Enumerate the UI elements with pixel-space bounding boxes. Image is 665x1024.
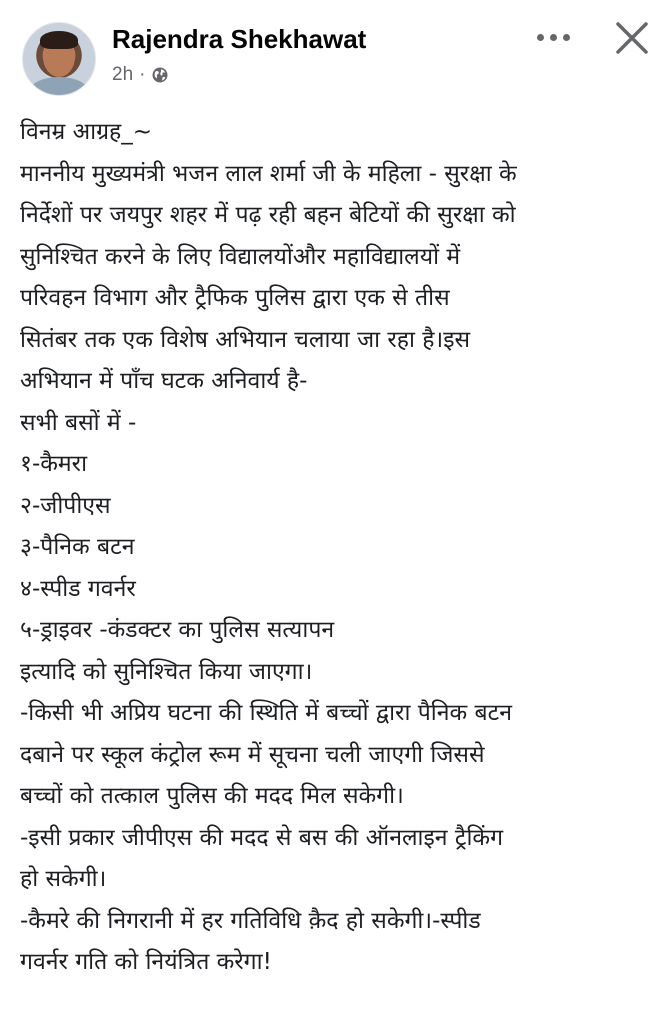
post-line: निर्देशों पर जयपुर शहर में पढ़ रही बहन बेटियों की सुरक्षा को bbox=[20, 202, 516, 228]
more-options-button[interactable] bbox=[530, 22, 576, 52]
post-time[interactable]: 2h bbox=[112, 64, 134, 85]
post-line: ५-ड्राइवर -कंडक्टर का पुलिस सत्यापन bbox=[20, 617, 335, 643]
post-line: -किसी भी अप्रिय घटना की स्थिति में बच्चों द्वारा पैनिक बटन bbox=[20, 700, 512, 726]
post-line: अभियान में पाँच घटक अनिवार्य है- bbox=[20, 368, 308, 394]
post-line: -कैमरे की निगरानी में हर गतिविधि क़ैद हो सकेगी।-स्पीड bbox=[20, 907, 481, 934]
close-icon bbox=[612, 18, 652, 58]
post-line: सुनिश्चित करने के लिए विद्यालयोंऔर महाविद्यालयों में bbox=[20, 243, 461, 270]
avatar[interactable] bbox=[22, 22, 96, 96]
post-line: इत्यादि को सुनिश्चित किया जाएगा। bbox=[20, 658, 313, 685]
post-line: विनम्र आग्रह_~ bbox=[20, 119, 153, 145]
post-line: ४-स्पीड गवर्नर bbox=[20, 575, 136, 602]
post-meta bbox=[112, 64, 169, 86]
post-line: २-जीपीएस bbox=[20, 492, 111, 519]
post-line: सभी बसों में - bbox=[20, 409, 137, 436]
post-line: १-कैमरा bbox=[20, 451, 88, 477]
post-line: परिवहन विभाग और ट्रैफिक पुलिस द्वारा एक से तीस bbox=[20, 285, 450, 311]
post-line: -इसी प्रकार जीपीएस की मदद से बस की ऑनलाइन ट्रैकिंग bbox=[20, 824, 504, 851]
more-horizontal-icon-dot bbox=[550, 34, 557, 41]
globe-icon[interactable] bbox=[151, 66, 169, 84]
post-line: माननीय मुख्यमंत्री भजन लाल शर्मा जी के महिला - सुरक्षा के bbox=[20, 160, 517, 187]
meta-separator: · bbox=[139, 64, 146, 85]
post-line: हो सकेगी। bbox=[20, 866, 107, 892]
post-line: गवर्नर गति को नियंत्रित करेगा! bbox=[20, 949, 272, 975]
post-line: ३-पैनिक बटन bbox=[20, 534, 135, 560]
avatar-shirt bbox=[29, 77, 89, 96]
more-horizontal-icon-dot bbox=[563, 34, 570, 41]
post-line: दबाने पर स्कूल कंट्रोल रूम में सूचना चली जाएगी जिससे bbox=[20, 741, 485, 768]
close-button[interactable] bbox=[612, 18, 652, 58]
more-horizontal-icon-dot bbox=[537, 34, 544, 41]
post-line: सितंबर तक एक विशेष अभियान चलाया जा रहा है।इस bbox=[20, 326, 471, 353]
post-line: बच्चों को तत्काल पुलिस की मदद मिल सकेगी। bbox=[20, 783, 404, 809]
author-name[interactable]: Rajendra Shekhawat bbox=[112, 24, 367, 54]
post-header bbox=[0, 0, 665, 110]
post-text bbox=[20, 112, 660, 984]
avatar-hair bbox=[40, 31, 78, 49]
